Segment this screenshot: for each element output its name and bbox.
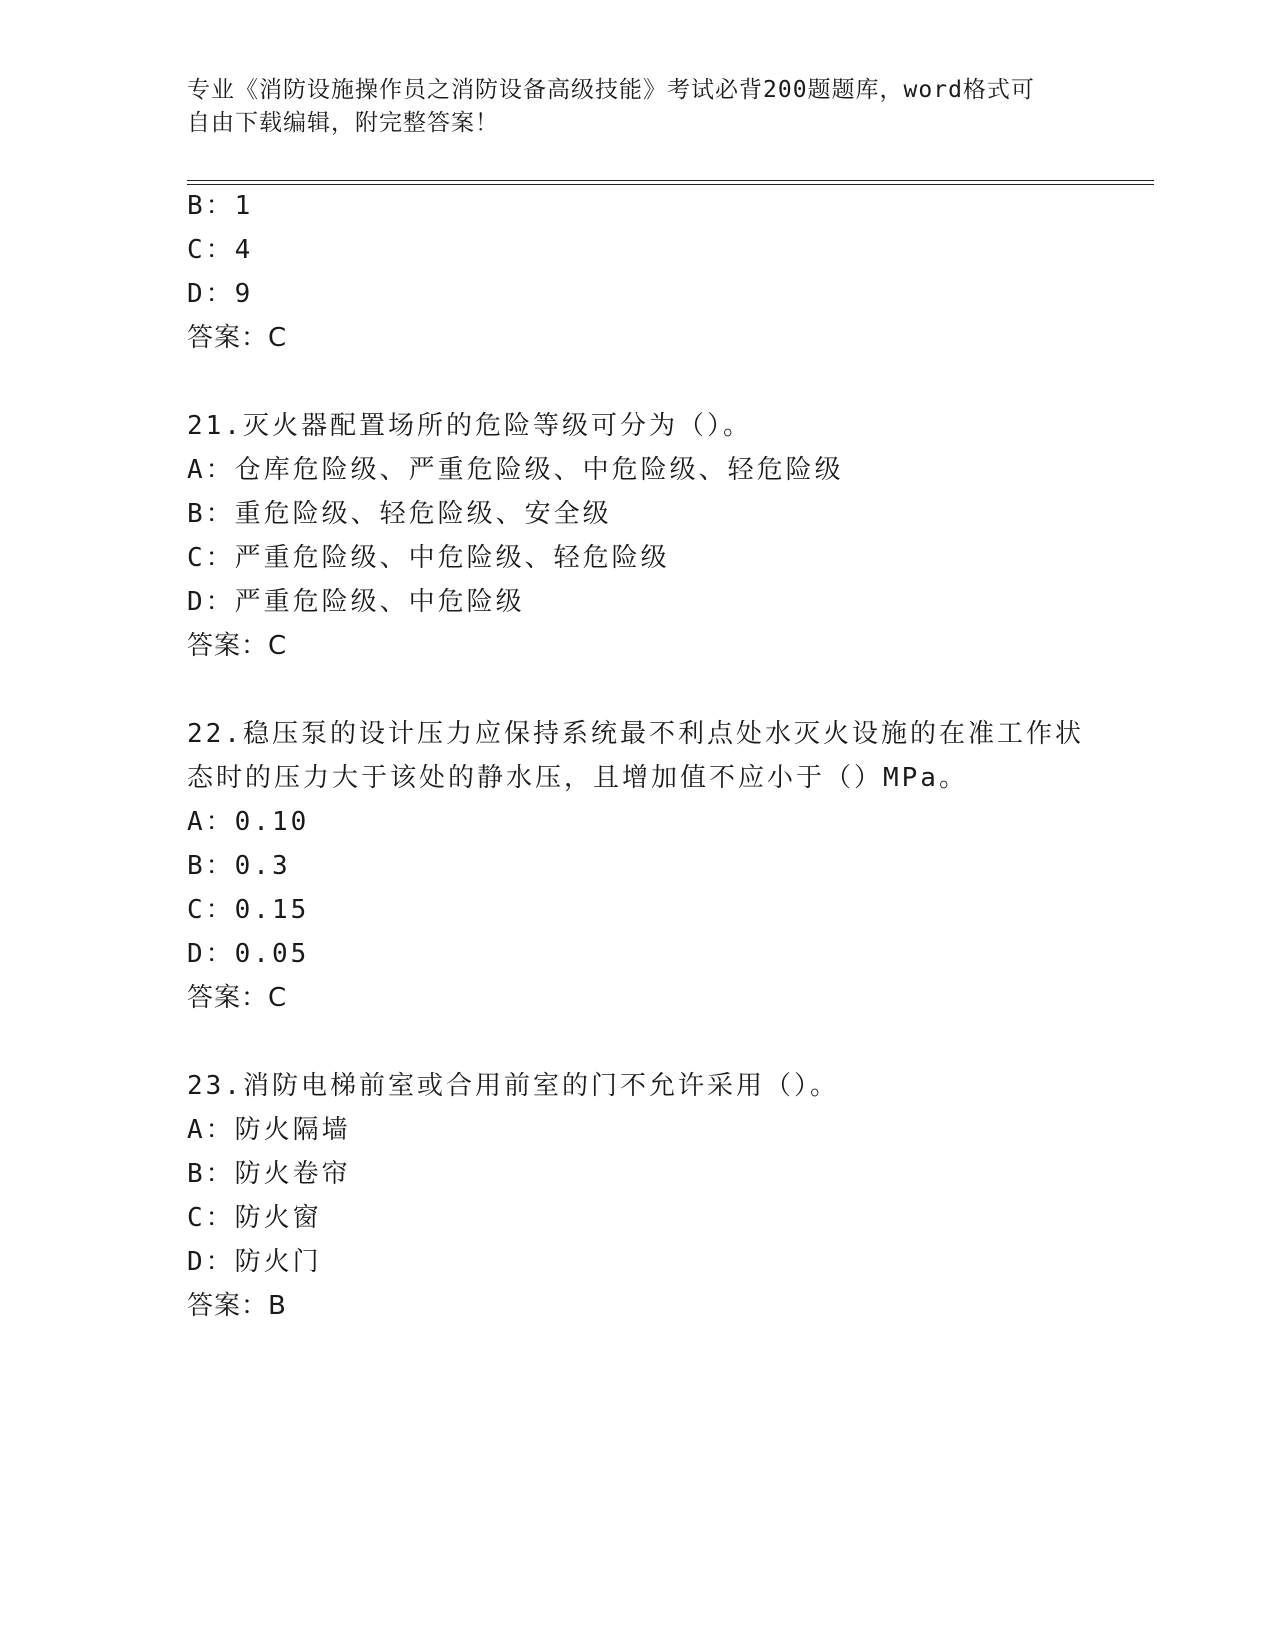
header-line-1: 专业《消防设施操作员之消防设备高级技能》考试必背200题题库，word格式可 [187, 77, 1035, 103]
option-c: C：4 [187, 235, 254, 265]
option-c: C：防火窗 [187, 1203, 322, 1233]
question-stem: 21.灭火器配置场所的危险等级可分为（）。 [187, 411, 752, 441]
option-d: D：严重危险级、中危险级 [187, 587, 525, 617]
question-stem: 22.稳压泵的设计压力应保持系统最不利点处水灭火设施的在准工作状 [187, 719, 1084, 749]
question-stem: 23.消防电梯前室或合用前室的门不允许采用（）。 [187, 1071, 839, 1101]
answer-line: 答案：C [187, 983, 288, 1013]
header-divider-bottom [187, 184, 1154, 185]
option-d: D：0.05 [187, 939, 310, 969]
header-line-2: 自由下载编辑，附完整答案！ [187, 110, 499, 136]
option-a: A：0.10 [187, 807, 310, 837]
option-a: A：仓库危险级、严重危险级、中危险级、轻危险级 [187, 455, 844, 485]
option-a: A：防火隔墙 [187, 1115, 351, 1145]
option-b: B：重危险级、轻危险级、安全级 [187, 499, 612, 529]
answer-line: 答案：C [187, 631, 288, 661]
header-divider-top [187, 180, 1154, 181]
option-d: D：防火门 [187, 1247, 322, 1277]
option-b: B：0.3 [187, 851, 291, 881]
answer-line: 答案：B [187, 1291, 287, 1321]
option-c: C：0.15 [187, 895, 310, 925]
question-stem-continued: 态时的压力大于该处的静水压，且增加值不应小于（）MPa。 [187, 763, 968, 793]
document-header [187, 74, 1087, 140]
option-b: B：防火卷帘 [187, 1159, 351, 1189]
option-d: D：9 [187, 279, 254, 309]
option-b: B：1 [187, 191, 254, 221]
option-c: C：严重危险级、中危险级、轻危险级 [187, 543, 670, 573]
answer-line: 答案：C [187, 323, 288, 353]
